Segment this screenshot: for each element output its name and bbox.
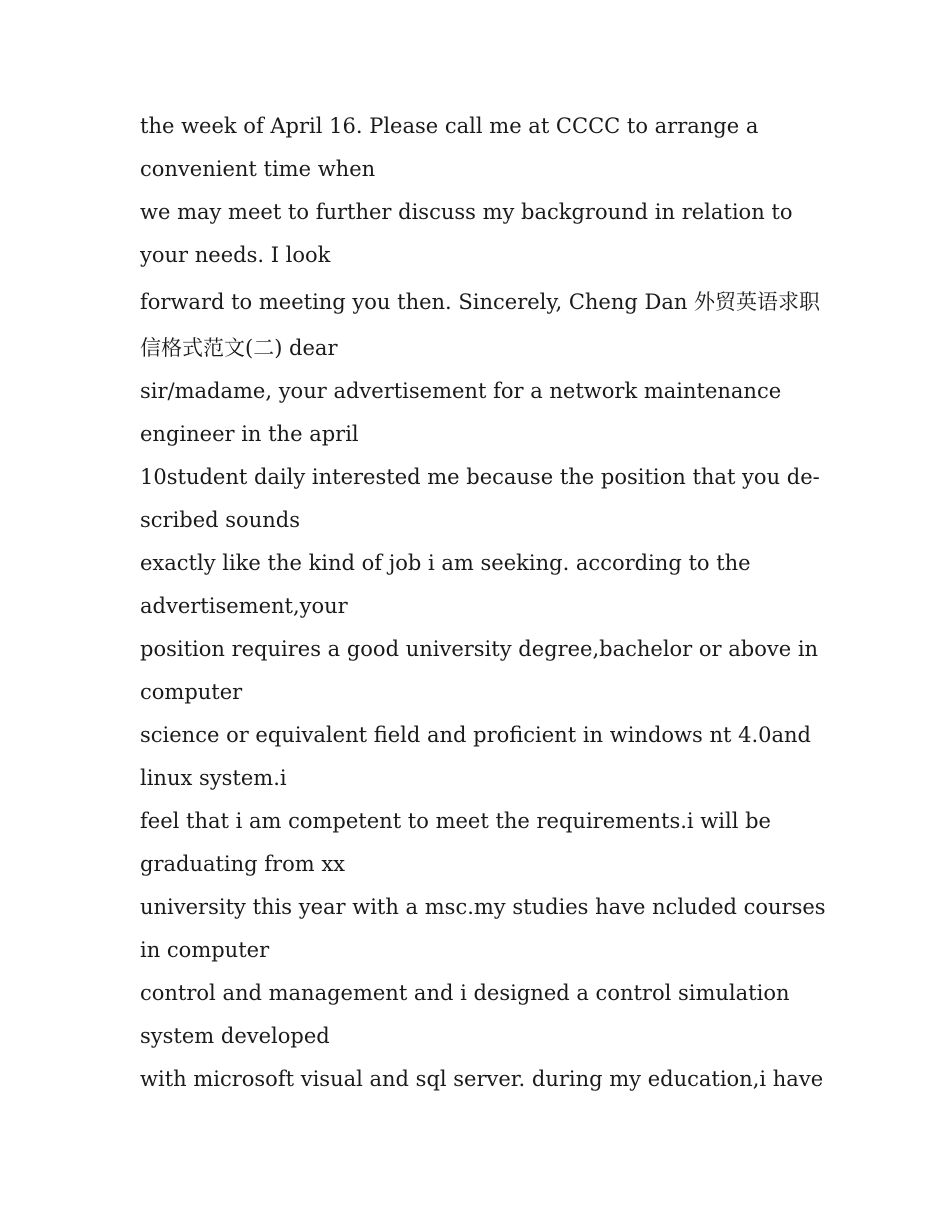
text-line: advertisement,your — [140, 594, 348, 618]
text-line: feel that i am competent to meet the requirements.i will be — [140, 809, 771, 833]
text-line: forward to meeting you then. Sincerely, Cheng Dan 外贸英语求职 — [140, 290, 821, 314]
text-line: system developed — [140, 1024, 330, 1048]
text-line: linux system.i — [140, 766, 287, 790]
text-line: with microsoft visual and sql server. during my education,i have — [140, 1067, 824, 1091]
text-line: graduating from xx — [140, 852, 346, 876]
text-line: science or equivalent field and proficient in windows nt 4.0and — [140, 723, 811, 747]
text-line: position requires a good university degree,bachelor or above in — [140, 637, 819, 661]
text-line: sir/madame, your advertisement for a network maintenance — [140, 379, 782, 403]
text-line: we may meet to further discuss my background in relation to — [140, 200, 793, 224]
text-line: exactly like the kind of job i am seeking. according to the — [140, 551, 751, 575]
text-line: engineer in the april — [140, 422, 359, 446]
text-line: in computer — [140, 938, 270, 962]
letter-body — [140, 105, 826, 1101]
text-line: 10student daily interested me because the position that you de- — [140, 465, 820, 489]
text-line: 信格式范文(二) dear — [140, 336, 338, 360]
text-line: computer — [140, 680, 243, 704]
text-line: your needs. I look — [140, 243, 331, 267]
text-line: scribed sounds — [140, 508, 300, 532]
text-line: the week of April 16. Please call me at CCCC to arrange a — [140, 114, 759, 138]
text-line: convenient time when — [140, 157, 376, 181]
text-line: university this year with a msc.my studies have ncluded courses — [140, 895, 826, 919]
text-line: control and management and i designed a control simulation — [140, 981, 790, 1005]
